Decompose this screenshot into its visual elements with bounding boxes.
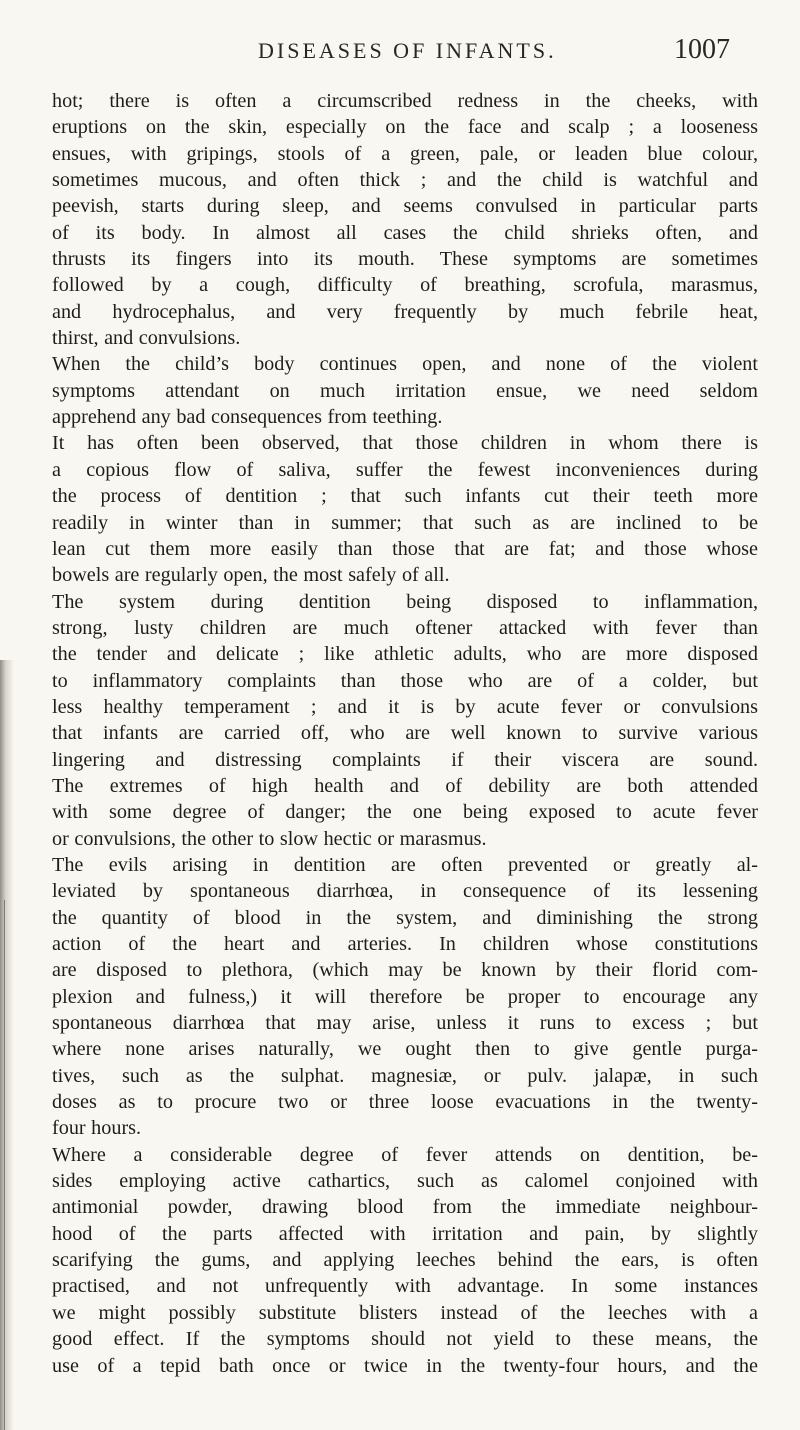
text-line: where none arises naturally, we ought then to give gentle purga-	[52, 1038, 758, 1061]
text-line: It has often been observed, that those children in whom there is	[52, 432, 758, 455]
text-line: The extremes of high health and of debility are both attended	[52, 774, 758, 797]
text-line: sides employing active cathartics, such as calomel conjoined with	[52, 1170, 758, 1193]
text-line: hood of the parts affected with irritation and pain, by slightly	[52, 1222, 758, 1245]
text-line: strong, lusty children are much oftener attacked with fever than	[52, 616, 758, 639]
text-line: bowels are regularly open, the most safely of all.	[52, 564, 450, 587]
text-line: use of a tepid bath once or twice in the twenty-four hours, and the	[52, 1354, 758, 1377]
text-line: of its body. In almost all cases the child shrieks often, and	[52, 221, 758, 244]
text-line: eruptions on the skin, especially on the face and scalp ; a looseness	[52, 116, 758, 139]
text-line: the quantity of blood in the system, and diminishing the strong	[52, 906, 758, 929]
text-line: apprehend any bad consequences from teething.	[52, 406, 443, 429]
text-line: four hours.	[52, 1117, 142, 1140]
text-line: spontaneous diarrhœa that may arise, unless it runs to excess ; but	[52, 1012, 758, 1035]
text-line: action of the heart and arteries. In children whose constitutions	[52, 933, 758, 955]
text-line: are disposed to plethora, (which may be known by their florid com-	[52, 959, 758, 982]
text-line: practised, and not unfrequently with advantage. In some instances	[52, 1275, 758, 1298]
page-number: 1007	[674, 34, 730, 65]
text-line: with some degree of danger; the one being exposed to acute fever	[52, 801, 758, 824]
text-line: antimonial powder, drawing blood from the immediate neighbour-	[52, 1196, 758, 1219]
text-line: to inflammatory complaints than those who are of a colder, but	[52, 669, 758, 692]
text-line: sometimes mucous, and often thick ; and the child is watchful and	[52, 169, 758, 192]
text-line: When the child’s body continues open, and none of the violent	[52, 353, 758, 376]
text-line: Where a considerable degree of fever attends on dentition, be-	[52, 1143, 758, 1166]
text-line: ensues, with gripings, stools of a green, pale, or leaden blue colour,	[52, 142, 758, 165]
text-line: leviated by spontaneous diarrhœa, in consequence of its lessening	[52, 880, 758, 903]
text-line: plexion and fulness,) it will therefore be proper to encourage any	[52, 985, 758, 1008]
text-line: hot; there is often a circumscribed redness in the cheeks, with	[52, 90, 758, 112]
text-line: thrusts its fingers into its mouth. These symptoms are sometimes	[52, 248, 758, 271]
text-line: less healthy temperament ; and it is by acute fever or convulsions	[52, 695, 758, 718]
text-line: the process of dentition ; that such infants cut their teeth more	[52, 485, 758, 508]
text-line: The evils arising in dentition are often prevented or greatly al-	[52, 853, 758, 876]
text-line: readily in winter than in summer; that such as are inclined to be	[52, 511, 758, 534]
running-title: DISEASES OF INFANTS.	[258, 38, 557, 63]
text-line: good effect. If the symptoms should not yield to these means, the	[52, 1328, 758, 1351]
text-line: The system during dentition being disposed to inflammation,	[52, 590, 758, 613]
text-line: scarifying the gums, and applying leeches behind the ears, is often	[52, 1249, 758, 1272]
text-line: tives, such as the sulphat. magnesiæ, or pulv. jalapæ, in such	[52, 1064, 758, 1087]
text-line: lingering and distressing complaints if their viscera are sound.	[52, 748, 758, 771]
text-line: symptoms attendant on much irritation ensue, we need seldom	[52, 379, 758, 402]
text-line: the tender and delicate ; like athletic adults, who are more disposed	[52, 643, 758, 666]
binding-edge-line	[4, 900, 5, 1430]
text-line: or convulsions, the other to slow hectic or marasmus.	[52, 827, 487, 850]
text-line: followed by a cough, difficulty of breathing, scrofula, marasmus,	[52, 274, 758, 297]
body-text	[52, 88, 758, 1379]
text-line: that infants are carried off, who are well known to survive various	[52, 722, 758, 745]
text-line: lean cut them more easily than those that are fat; and those whose	[52, 537, 758, 560]
text-line: and hydrocephalus, and very frequently by much febrile heat,	[52, 300, 758, 323]
text-line: peevish, starts during sleep, and seems convulsed in particular parts	[52, 195, 758, 218]
text-line: a copious flow of saliva, suffer the fewest inconveniences during	[52, 458, 758, 481]
binding-shadow	[0, 660, 14, 1430]
text-line: thirst, and convulsions.	[52, 327, 241, 350]
text-line: we might possibly substitute blisters instead of the leeches with a	[52, 1301, 758, 1324]
text-line: doses as to procure two or three loose evacuations in the twenty-	[52, 1091, 758, 1114]
